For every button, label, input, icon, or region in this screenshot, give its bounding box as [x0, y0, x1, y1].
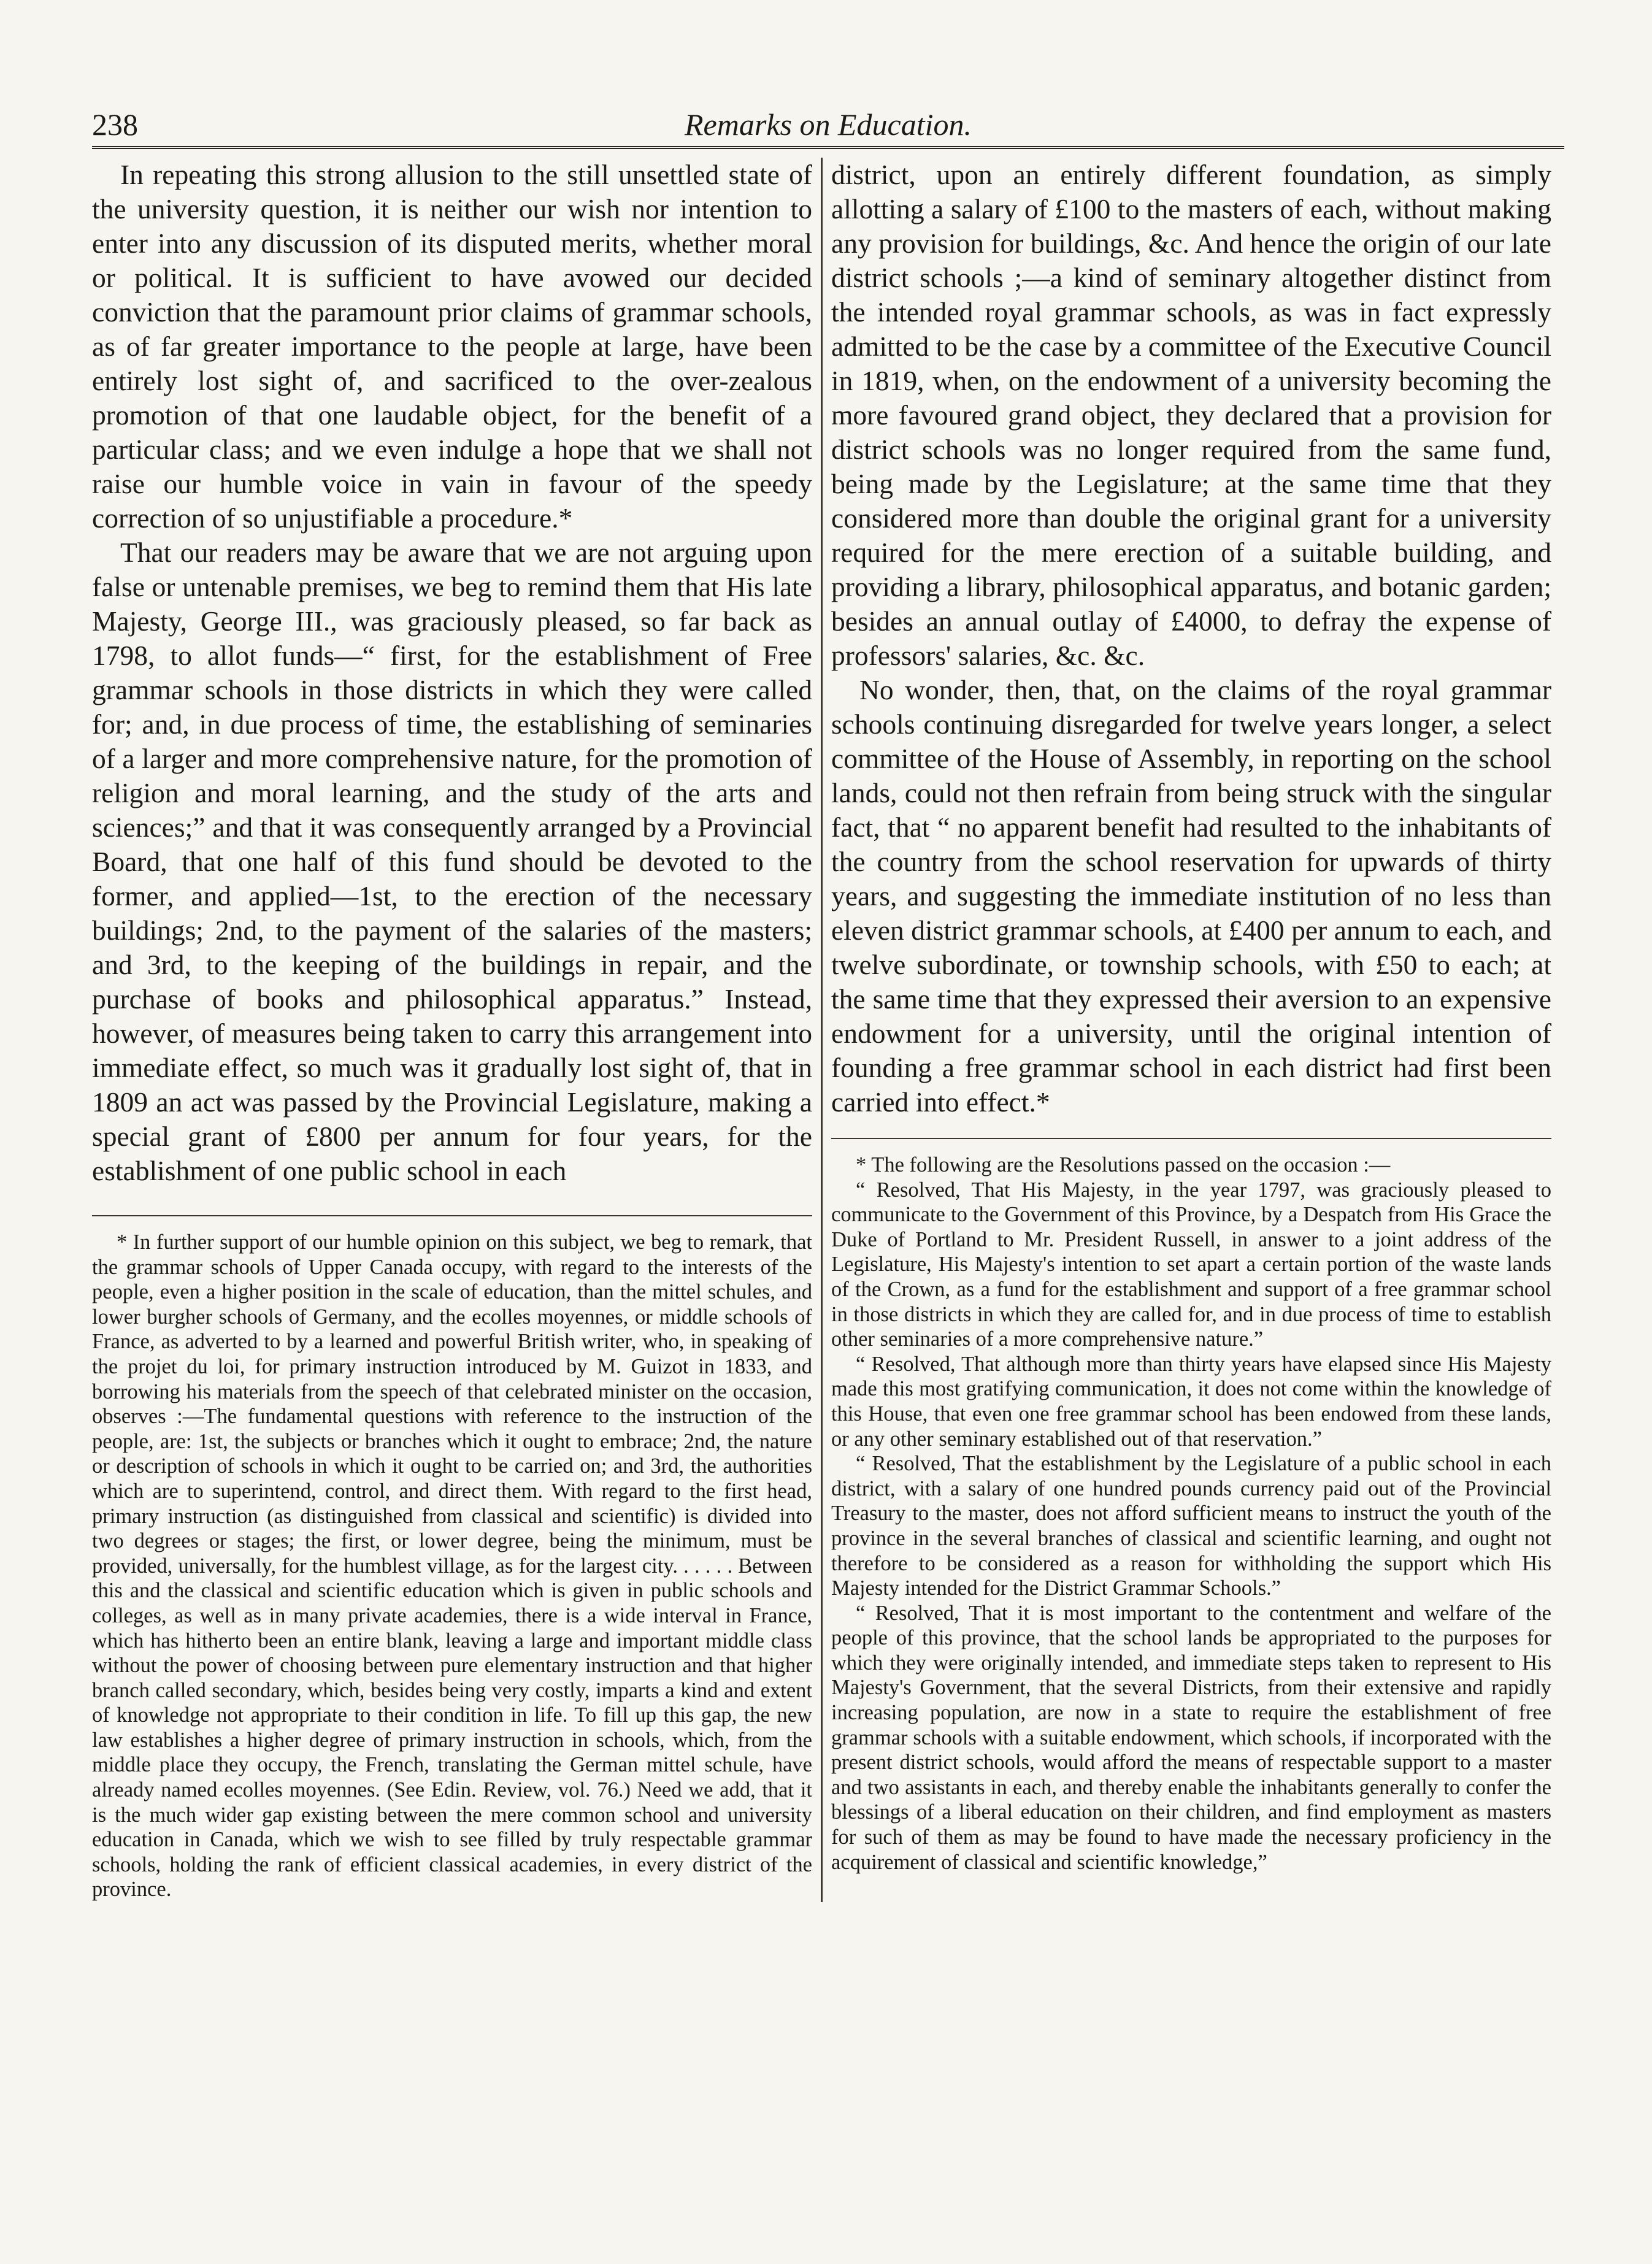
paragraph: In repeating this strong allusion to the still unsettled state of the university question, it is neither our wish nor intention to enter into any discussion of its disputed merits, whether moral or political. It is sufficient to have avowed our decided conviction that the paramount prior claims of grammar schools, as of far greater importance to the people at large, have been entirely lost sight of, and sacrificed to the over-zealous promotion of that one laudable object, for the benefit of a particular class; and we even indulge a hope that we shall not raise our humble voice in vain in favour of the speedy correction of so unjustifiable a procedure.*	[92, 159, 812, 534]
right-column	[823, 158, 1551, 1902]
paragraph: district, upon an entirely different foundation, as simply allotting a salary of £100 to the masters of each, without making any provision for buildings, &c. And hence the origin of our late district schools ;—a kind of seminary altogether distinct from the intended royal grammar schools, as was in fact expressly admitted to be the case by a committee of the Executive Council in 1819, when, on the endowment of a university becoming the more favoured grand object, they declared that a provision for district schools was no longer required from the same fund, being made by the Legislature; at the same time that they considered more than double the original grant for a university required for the mere erection of a suitable building, and providing a library, philosophical apparatus, and botanic garden; besides an annual outlay of £4000, to defray the expense of professors' salaries, &c. &c.	[831, 159, 1551, 671]
text-columns	[92, 158, 1564, 1902]
right-footnotes	[831, 1138, 1551, 1875]
resolution: “ Resolved, That His Majesty, in the year 1797, was graciously pleased to communicate to the Government of this Province, by a Despatch from His Grace the Duke of Portland to Mr. President Russell, in answer to a joint address of the Legislature, His Majesty's intention to set apart a certain portion of the waste lands of the Crown, as a fund for the establishment and support of a free grammar school in those districts in which they are called for, and in due process of time to establish other seminaries of a more comprehensive nature.”	[831, 1178, 1551, 1351]
left-footnote	[92, 1215, 812, 1902]
page-number: 238	[92, 107, 138, 142]
page-header	[92, 98, 1564, 149]
left-body	[92, 158, 812, 1188]
running-title: Remarks on Education.	[685, 107, 972, 142]
resolution: “ Resolved, That the establishment by the Legislature of a public school in each district, with a salary of one hundred pounds currency paid out of the Provincial Treasury to the master, does not afford sufficient means to instruct the youth of the province in the several branches of classical and scientific learning, and ought not therefore to be considered as a reason for withholding the support which His Majesty intended for the District Grammar Schools.”	[831, 1452, 1551, 1600]
footnote-text: * The following are the Resolutions passed on the occasion :—	[856, 1153, 1391, 1176]
page	[92, 98, 1564, 1902]
paragraph: No wonder, then, that, on the claims of the royal grammar schools continuing disregarded for twelve years longer, a select committee of the House of Assembly, in reporting on the school lands, could not then refrain from being struck with the singular fact, that “ no apparent benefit had resulted to the inhabitants of the country from the school reservation for upwards of thirty years, and suggesting the immediate institution of no less than eleven district grammar schools, at £400 per annum to each, and twelve subordinate, or township schools, with £50 to each; at the same time that they expressed their aversion to an expensive endowment for a university, until the original intention of founding a free grammar school in each district had first been carried into effect.*	[831, 674, 1551, 1118]
right-body	[831, 158, 1551, 1119]
paragraph: That our readers may be aware that we are not arguing upon false or untenable premises, we beg to remind them that His late Majesty, George III., was graciously pleased, so far back as 1798, to allot funds—“ first, for the establishment of Free grammar schools in those districts in which they were called for; and, in due process of time, the establishing of seminaries of a larger and more comprehensive nature, for the promotion of religion and moral learning, and the study of the arts and sciences;” and that it was consequently arranged by a Provincial Board, that one half of this fund should be devoted to the former, and applied—1st, to the erection of the necessary buildings; 2nd, to the payment of the salaries of the masters; and 3rd, to the keeping of the buildings in repair, and the purchase of books and philosophical apparatus.” Instead, however, of measures being taken to carry this arrangement into immediate effect, so much was it gradually lost sight of, that in 1809 an act was passed by the Provincial Legislature, making a special grant of £800 per annum for four years, for the establishment of one public school in each	[92, 537, 812, 1186]
resolution: “ Resolved, That it is most important to the contentment and welfare of the people of this province, that the school lands be appropriated to the purposes for which they were originally intended, and immediate steps taken to represent to His Majesty's Government, that the several Districts, from their extensive and rapidly increasing population, are now in a state to require the establishment of free grammar schools with a suitable endowment, which schools, if incorporated with the present district schools, would afford the means of respectable support to a master and two assistants in each, and thereby enable the inhabitants generally to confer the blessings of a liberal education on their children, and find employment as masters for such of them as may be found to have made the necessary proficiency in the acquirement of classical and scientific knowledge,”	[831, 1601, 1551, 1874]
left-column	[92, 158, 821, 1902]
resolution: “ Resolved, That although more than thirty years have elapsed since His Majesty made this most gratifying communication, it does not come within the knowledge of this House, that even one free grammar school has been endowed from these lands, or any other seminary established out of that reservation.”	[831, 1352, 1551, 1451]
footnote-text: * In further support of our humble opinion on this subject, we beg to remark, that the grammar schools of Upper Canada occupy, with regard to the interests of the people, even a higher position in the scale of education, than the mittel schules, and lower burgher schools of Germany, and the ecolles moyennes, or middle schools of France, as adverted to by a learned and powerful British writer, who, in speaking of the projet du loi, for primary instruction introduced by M. Guizot in 1833, and borrowing his materials from the speech of that celebrated minister on the occasion, observes :—The fundamental questions with reference to the instruction of the people, are: 1st, the subjects or branches which it ought to embrace; 2nd, the nature or description of schools in which it ought to be carried on; and 3rd, the authorities which are to superintend, control, and direct them. With regard to the first head, primary instruction (as distinguished from classical and scientific) is divided into two degrees or stages; the first, or lower degree, being the minimum, must be provided, universally, for the humblest village, as for the largest city. . . . . . Between this and the classical and scientific education which is given in public schools and colleges, as well as in many private academies, there is a wide interval in France, which has hitherto been an entire blank, leaving a large and important middle class without the power of choosing between pure elementary instruction and that higher branch called secondary, which, besides being very costly, imparts a kind and extent of knowledge not appropriate to their condition in life. To fill up this gap, the new law establishes a higher degree of primary instruction in schools, which, from the middle place they occupy, the French, translating the German mittel schule, have already named ecolles moyennes. (See Edin. Review, vol. 76.) Need we add, that it is the much wider gap existing between the mere common school and university education in Canada, which we wish to see filled by truly respectable grammar schools, holding the rank of efficient classical academies, in every district of the province.	[92, 1230, 812, 1901]
